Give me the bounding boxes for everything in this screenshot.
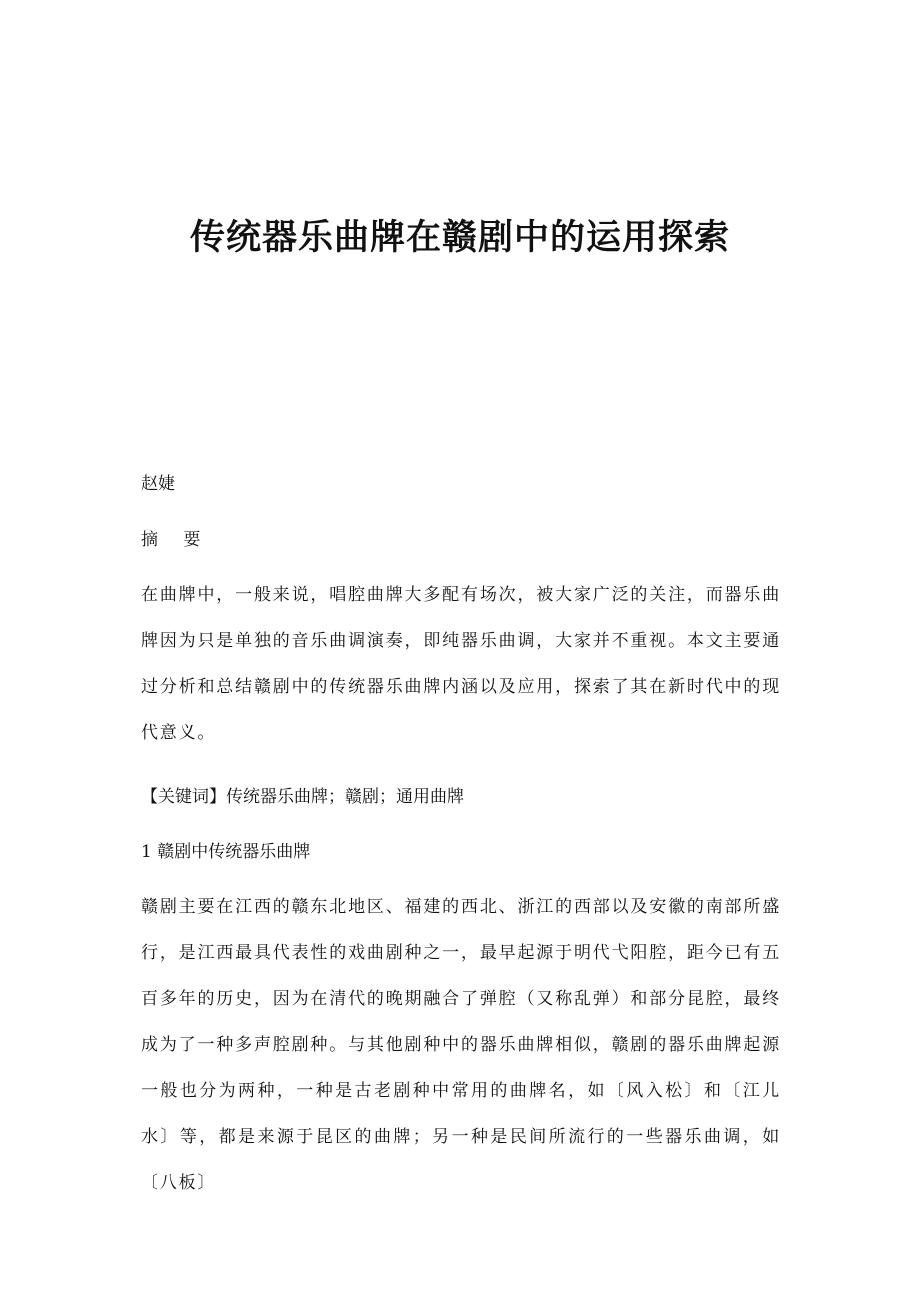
abstract-body: 在曲牌中，一般来说，唱腔曲牌大多配有场次，被大家广泛的关注，而器乐曲牌因为只是单独的音乐曲调演奏，即纯器乐曲调，大家并不重视。本文主要通过分析和总结赣剧中的传统器乐曲牌内涵以及应用，探索了其在新时代中的现代意义。: [141, 585, 781, 743]
section-heading: 1 赣剧中传统器乐曲牌: [141, 842, 311, 862]
keywords-line: 【关键词】传统器乐曲牌；赣剧；通用曲牌: [141, 787, 464, 807]
document-title: 传统器乐曲牌在赣剧中的运用探索: [189, 217, 730, 258]
section-body: 赣剧主要在江西的赣东北地区、福建的西北、浙江的西部以及安徽的南部所盛行，是江西最具代表性的戏曲剧种之一，最早起源于明代弋阳腔，距今已有五百多年的历史，因为在清代的晚期融合了弹腔（又称乱弹）和部分昆腔，最终成为了一种多声腔剧种。与其他剧种中的器乐曲牌相似，赣剧的器乐曲牌起源一般也分为两种，一种是古老剧种中常用的曲牌名，如〔风入松〕和〔江儿水〕等，都是来源于昆区的曲牌；另一种是民间所流行的一些器乐曲调，如〔八板〕: [141, 897, 781, 1193]
abstract-heading: 摘 要: [141, 530, 211, 550]
author-name: 赵婕: [141, 474, 175, 494]
